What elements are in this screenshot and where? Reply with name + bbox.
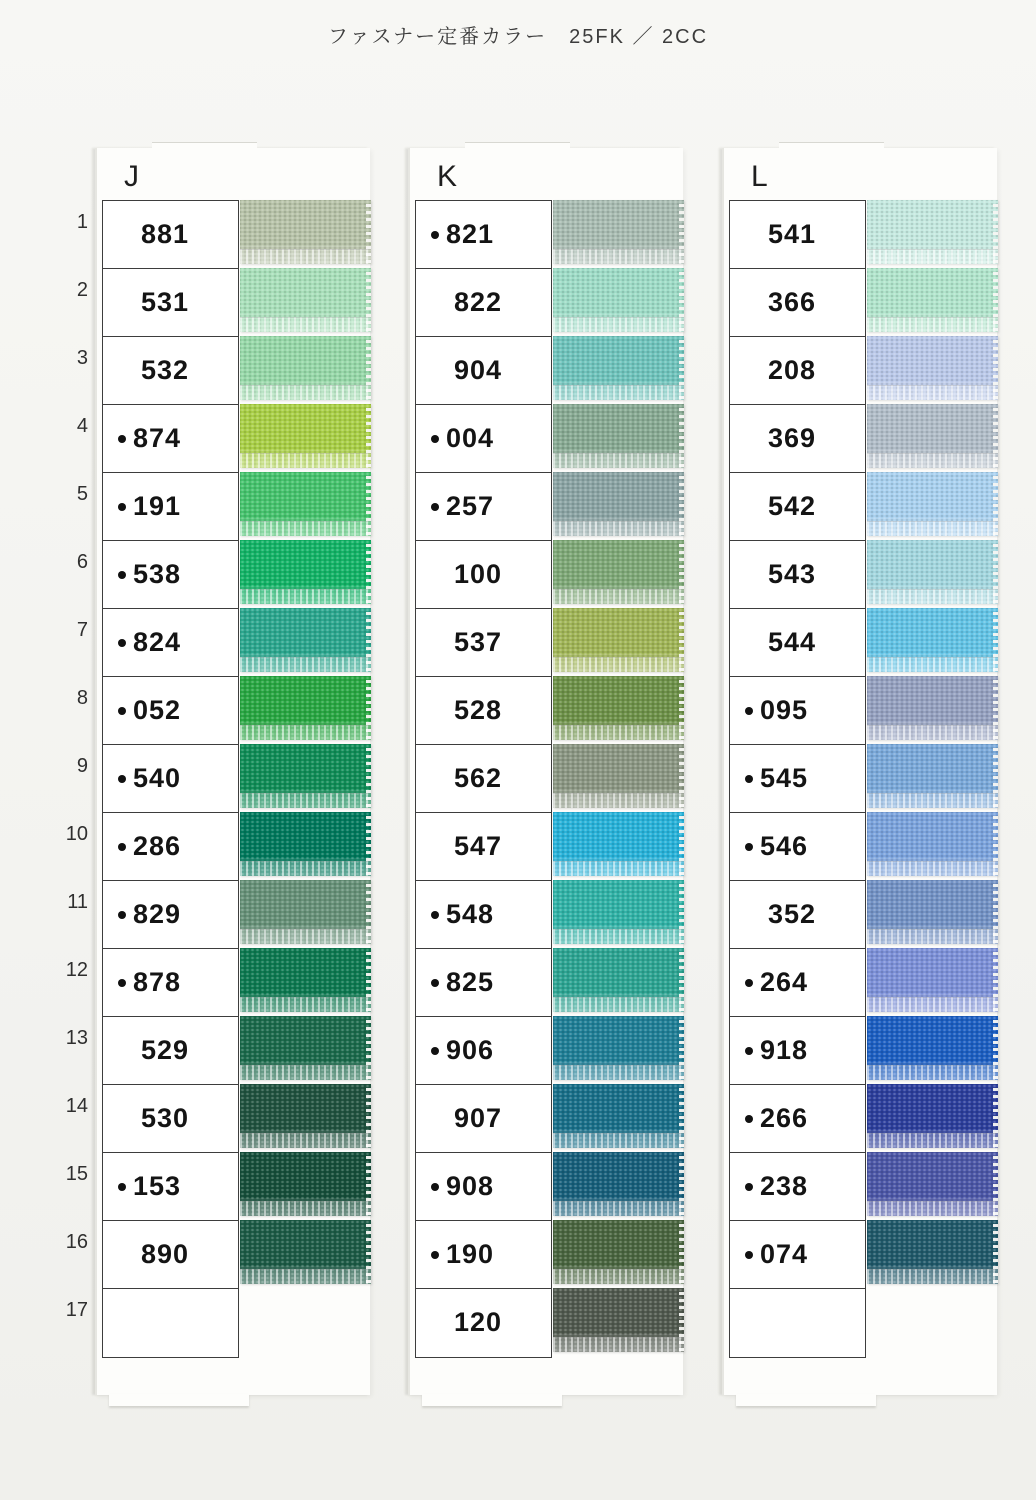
card-table xyxy=(410,200,683,1358)
code-cell xyxy=(729,1152,866,1222)
fabric-swatch xyxy=(240,812,371,876)
table-row xyxy=(410,1016,683,1086)
card-label: L xyxy=(751,160,768,193)
fabric-swatch xyxy=(867,1152,998,1216)
code-text: 562 xyxy=(454,763,503,794)
table-row xyxy=(724,812,997,882)
code-text: 004 xyxy=(446,423,495,454)
table-row xyxy=(410,200,683,270)
code-text: 529 xyxy=(141,1035,190,1066)
fabric-swatch xyxy=(867,1084,998,1148)
code-cell xyxy=(102,1084,239,1154)
table-row xyxy=(97,268,370,338)
table-row xyxy=(410,268,683,338)
table-row xyxy=(724,472,997,542)
fabric-swatch xyxy=(553,812,684,876)
dot-marker xyxy=(118,1183,126,1191)
code-text: 191 xyxy=(133,491,182,522)
fabric-swatch xyxy=(553,404,684,468)
dot-marker xyxy=(431,231,439,239)
fabric-swatch xyxy=(867,268,998,332)
code-cell xyxy=(102,472,239,542)
row-number: 10 xyxy=(65,823,88,845)
table-row xyxy=(97,1016,370,1086)
table-row xyxy=(97,880,370,950)
card-table xyxy=(97,200,370,1358)
fabric-swatch xyxy=(240,1016,371,1080)
code-cell xyxy=(415,336,552,406)
code-text: 908 xyxy=(446,1171,495,1202)
code-text: 530 xyxy=(141,1103,190,1134)
table-row xyxy=(410,608,683,678)
row-number: 1 xyxy=(76,211,88,233)
table-row xyxy=(724,1288,997,1358)
fabric-swatch xyxy=(240,404,371,468)
table-row xyxy=(97,404,370,474)
table-row xyxy=(410,336,683,406)
dot-marker xyxy=(431,1251,439,1259)
code-text: 120 xyxy=(454,1307,503,1338)
fabric-swatch xyxy=(553,1084,684,1148)
row-number: 15 xyxy=(65,1163,88,1185)
code-text: 238 xyxy=(760,1171,809,1202)
code-text: 100 xyxy=(454,559,503,590)
code-text: 286 xyxy=(133,831,182,862)
code-cell xyxy=(729,812,866,882)
fabric-swatch xyxy=(240,676,371,740)
code-cell xyxy=(415,948,552,1018)
table-row xyxy=(724,608,997,678)
table-row xyxy=(724,404,997,474)
code-cell xyxy=(415,472,552,542)
table-row xyxy=(724,948,997,1018)
code-cell xyxy=(102,540,239,610)
code-text: 825 xyxy=(446,967,495,998)
dot-marker xyxy=(118,979,126,987)
code-text: 906 xyxy=(446,1035,495,1066)
code-cell xyxy=(729,472,866,542)
table-row xyxy=(410,880,683,950)
fabric-swatch xyxy=(867,336,998,400)
code-text: 543 xyxy=(768,559,817,590)
code-text: 541 xyxy=(768,219,817,250)
table-row xyxy=(410,812,683,882)
table-row xyxy=(97,1220,370,1290)
table-row xyxy=(97,1288,370,1358)
code-text: 540 xyxy=(133,763,182,794)
row-number: 11 xyxy=(67,891,88,913)
fabric-swatch xyxy=(240,880,371,944)
code-cell xyxy=(415,404,552,474)
row-number: 5 xyxy=(76,483,88,505)
dot-marker xyxy=(118,911,126,919)
code-text: 545 xyxy=(760,763,809,794)
code-cell xyxy=(729,1220,866,1290)
fabric-swatch xyxy=(867,404,998,468)
code-cell xyxy=(415,1288,552,1358)
code-cell xyxy=(415,268,552,338)
table-row xyxy=(97,200,370,270)
row-number: 4 xyxy=(76,415,88,437)
dot-marker xyxy=(431,911,439,919)
code-text: 829 xyxy=(133,899,182,930)
fabric-swatch xyxy=(240,1084,371,1148)
card-table xyxy=(724,200,997,1358)
row-number: 13 xyxy=(65,1027,88,1049)
table-row xyxy=(410,472,683,542)
code-text: 528 xyxy=(454,695,503,726)
code-text: 546 xyxy=(760,831,809,862)
table-row xyxy=(97,1084,370,1154)
swatch-card xyxy=(722,148,997,1395)
code-text: 821 xyxy=(446,219,495,250)
row-number: 7 xyxy=(76,619,88,641)
dot-marker xyxy=(745,1115,753,1123)
code-text: 264 xyxy=(760,967,809,998)
fabric-swatch xyxy=(867,1016,998,1080)
row-number: 17 xyxy=(65,1299,88,1321)
code-cell xyxy=(102,1152,239,1222)
card-label: J xyxy=(124,160,139,193)
table-row xyxy=(410,404,683,474)
fabric-swatch xyxy=(553,608,684,672)
row-number: 2 xyxy=(76,279,88,301)
card-bottom-tab xyxy=(736,1394,876,1406)
code-text: 208 xyxy=(768,355,817,386)
code-text: 542 xyxy=(768,491,817,522)
table-row xyxy=(410,1152,683,1222)
code-text: 366 xyxy=(768,287,817,318)
code-cell xyxy=(729,880,866,950)
code-cell xyxy=(415,812,552,882)
card-bottom-tab xyxy=(109,1394,249,1406)
code-text: 352 xyxy=(768,899,817,930)
row-number: 16 xyxy=(65,1231,88,1253)
code-text: 824 xyxy=(133,627,182,658)
dot-marker xyxy=(431,1047,439,1055)
table-row xyxy=(724,676,997,746)
fabric-swatch xyxy=(553,676,684,740)
code-cell xyxy=(102,744,239,814)
code-cell xyxy=(102,200,239,270)
dot-marker xyxy=(431,979,439,987)
row-number: 9 xyxy=(76,755,88,777)
code-text: 190 xyxy=(446,1239,495,1270)
code-cell xyxy=(729,200,866,270)
code-cell xyxy=(415,1220,552,1290)
table-row xyxy=(410,744,683,814)
code-text: 537 xyxy=(454,627,503,658)
code-text: 266 xyxy=(760,1103,809,1134)
card-top-tab xyxy=(779,143,884,149)
code-cell xyxy=(729,540,866,610)
dot-marker xyxy=(431,1183,439,1191)
fabric-swatch xyxy=(553,200,684,264)
fabric-swatch xyxy=(240,472,371,536)
code-cell xyxy=(102,676,239,746)
code-text: 538 xyxy=(133,559,182,590)
table-row xyxy=(97,676,370,746)
table-row xyxy=(724,268,997,338)
table-row xyxy=(410,1084,683,1154)
page-title: ファスナー定番カラー 25FK ／ 2CC xyxy=(327,26,709,48)
dot-marker xyxy=(745,775,753,783)
code-cell xyxy=(729,608,866,678)
dot-marker xyxy=(118,707,126,715)
fabric-swatch xyxy=(867,948,998,1012)
code-text: 547 xyxy=(454,831,503,862)
code-text: 257 xyxy=(446,491,495,522)
code-cell xyxy=(415,1016,552,1086)
code-cell xyxy=(729,744,866,814)
table-row xyxy=(724,1084,997,1154)
table-row xyxy=(410,1288,683,1358)
dot-marker xyxy=(118,571,126,579)
fabric-swatch xyxy=(553,1288,684,1352)
table-row xyxy=(724,1152,997,1222)
table-row xyxy=(724,1220,997,1290)
fabric-swatch xyxy=(867,812,998,876)
code-cell xyxy=(729,948,866,1018)
code-cell xyxy=(415,200,552,270)
fabric-swatch xyxy=(553,336,684,400)
fabric-swatch xyxy=(553,268,684,332)
table-row xyxy=(97,472,370,542)
row-numbers xyxy=(52,0,88,1500)
code-cell xyxy=(102,268,239,338)
fabric-swatch xyxy=(867,744,998,808)
code-text: 890 xyxy=(141,1239,190,1270)
fabric-swatch xyxy=(240,1152,371,1216)
table-row xyxy=(97,812,370,882)
table-row xyxy=(97,1152,370,1222)
fabric-swatch xyxy=(867,200,998,264)
code-cell xyxy=(729,1288,866,1358)
fabric-swatch xyxy=(553,1220,684,1284)
table-row xyxy=(97,744,370,814)
fabric-swatch xyxy=(240,948,371,1012)
table-row xyxy=(410,540,683,610)
fabric-swatch xyxy=(867,472,998,536)
fabric-swatch xyxy=(553,880,684,944)
code-cell xyxy=(729,1084,866,1154)
dot-marker xyxy=(745,1183,753,1191)
table-row xyxy=(724,880,997,950)
code-text: 878 xyxy=(133,967,182,998)
code-cell xyxy=(729,1016,866,1086)
table-row xyxy=(97,948,370,1018)
code-cell xyxy=(415,676,552,746)
code-text: 531 xyxy=(141,287,190,318)
card-bottom-tab xyxy=(422,1394,562,1406)
code-cell xyxy=(415,608,552,678)
code-cell xyxy=(102,404,239,474)
code-text: 095 xyxy=(760,695,809,726)
code-text: 918 xyxy=(760,1035,809,1066)
table-row xyxy=(97,336,370,406)
code-cell xyxy=(415,1152,552,1222)
code-text: 874 xyxy=(133,423,182,454)
code-text: 052 xyxy=(133,695,182,726)
code-cell xyxy=(102,948,239,1018)
card-top-tab xyxy=(465,143,570,149)
table-row xyxy=(410,676,683,746)
fabric-swatch xyxy=(867,608,998,672)
code-cell xyxy=(729,676,866,746)
dot-marker xyxy=(745,707,753,715)
table-row xyxy=(724,200,997,270)
row-number: 6 xyxy=(76,551,88,573)
code-text: 881 xyxy=(141,219,190,250)
code-text: 544 xyxy=(768,627,817,658)
fabric-swatch xyxy=(240,608,371,672)
fabric-swatch xyxy=(240,200,371,264)
fabric-swatch xyxy=(553,1152,684,1216)
code-cell xyxy=(415,744,552,814)
code-cell xyxy=(102,336,239,406)
dot-marker xyxy=(745,979,753,987)
table-row xyxy=(97,540,370,610)
code-cell xyxy=(102,608,239,678)
fabric-swatch xyxy=(553,472,684,536)
code-cell xyxy=(729,404,866,474)
table-row xyxy=(724,744,997,814)
swatch-card xyxy=(95,148,370,1395)
fabric-swatch xyxy=(867,1220,998,1284)
dot-marker xyxy=(431,435,439,443)
code-cell xyxy=(102,1288,239,1358)
dot-marker xyxy=(745,1251,753,1259)
code-cell xyxy=(729,268,866,338)
code-text: 369 xyxy=(768,423,817,454)
code-text: 153 xyxy=(133,1171,182,1202)
swatch-card xyxy=(408,148,683,1395)
code-cell xyxy=(102,812,239,882)
fabric-swatch xyxy=(867,540,998,604)
fabric-swatch xyxy=(240,268,371,332)
code-cell xyxy=(102,880,239,950)
code-cell xyxy=(102,1016,239,1086)
code-text: 907 xyxy=(454,1103,503,1134)
row-number: 12 xyxy=(65,959,88,981)
fabric-swatch xyxy=(240,1220,371,1284)
code-text: 548 xyxy=(446,899,495,930)
row-number: 8 xyxy=(76,687,88,709)
fabric-swatch xyxy=(240,540,371,604)
fabric-swatch xyxy=(553,744,684,808)
table-row xyxy=(724,336,997,406)
table-row xyxy=(724,540,997,610)
code-cell xyxy=(415,880,552,950)
dot-marker xyxy=(118,775,126,783)
fabric-swatch xyxy=(867,880,998,944)
dot-marker xyxy=(745,1047,753,1055)
code-cell xyxy=(415,540,552,610)
row-number: 14 xyxy=(65,1095,88,1117)
dot-marker xyxy=(745,843,753,851)
fabric-swatch xyxy=(867,676,998,740)
fabric-swatch xyxy=(240,744,371,808)
code-cell xyxy=(729,336,866,406)
table-row xyxy=(410,948,683,1018)
row-number: 3 xyxy=(76,347,88,369)
dot-marker xyxy=(118,503,126,511)
fabric-swatch xyxy=(240,336,371,400)
fabric-swatch xyxy=(553,540,684,604)
code-text: 904 xyxy=(454,355,503,386)
code-cell xyxy=(415,1084,552,1154)
dot-marker xyxy=(118,639,126,647)
table-row xyxy=(97,608,370,678)
dot-marker xyxy=(431,503,439,511)
dot-marker xyxy=(118,843,126,851)
code-text: 532 xyxy=(141,355,190,386)
card-label: K xyxy=(437,160,458,193)
code-text: 822 xyxy=(454,287,503,318)
code-text: 074 xyxy=(760,1239,809,1270)
dot-marker xyxy=(118,435,126,443)
table-row xyxy=(724,1016,997,1086)
fabric-swatch xyxy=(553,948,684,1012)
table-row xyxy=(410,1220,683,1290)
code-cell xyxy=(102,1220,239,1290)
card-top-tab xyxy=(152,143,257,149)
fabric-swatch xyxy=(553,1016,684,1080)
